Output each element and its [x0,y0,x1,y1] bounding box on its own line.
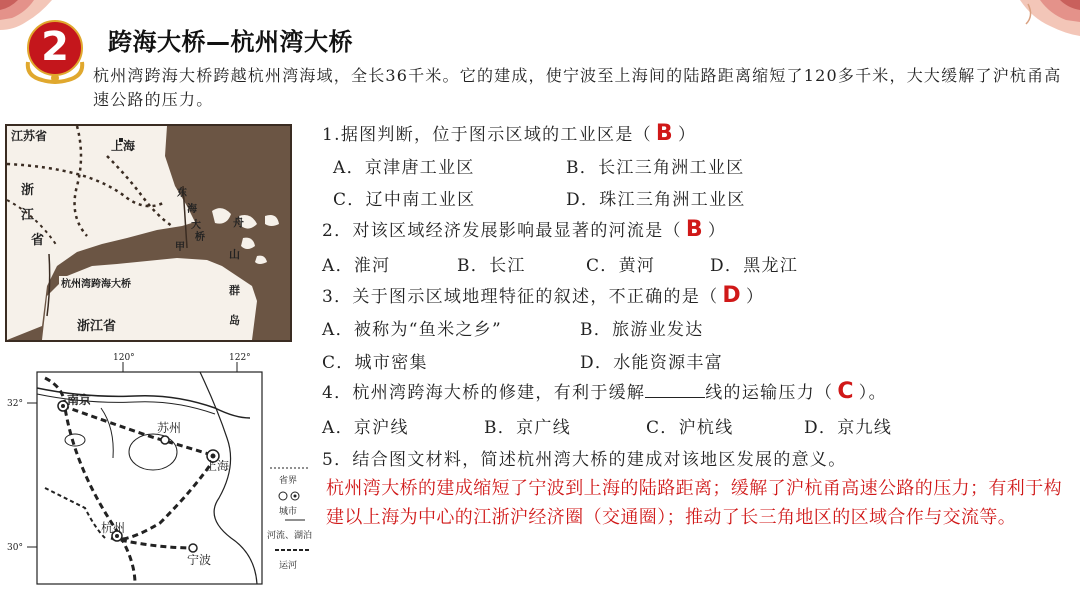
corner-flower-decoration-right [990,0,1080,60]
section-number: 2 [41,24,69,70]
legend-boundary: 省界 [279,476,298,486]
map-label-bridge: 杭州湾跨海大桥 [61,279,131,290]
q2-option-b: B．长江 [457,256,526,276]
map-label-qiao: 桥 [195,232,205,243]
q1-close: ） [678,125,697,145]
q3-option-a: A．被称为“鱼米之乡” [322,320,502,340]
map-label-sheng: 省 [31,233,45,248]
city-shanghai: 上海 [205,459,230,473]
q1-option-d: D．珠江三角洲工业区 [566,190,746,210]
q4-close: ）。 [858,383,887,403]
map-label-da: 大 [191,220,201,231]
map-label-zhe: 浙 [21,183,35,198]
yangtze-delta-transport-map [5,348,317,586]
q4-blank [645,382,705,398]
q2-answer: B [685,217,704,242]
q4-option-a: A．京沪线 [322,418,409,438]
map-label-jiang: 江 [21,208,35,223]
q2-close: ） [707,221,727,241]
hangzhou-bay-region-map [5,124,292,342]
q4-text: 4．杭州湾跨海大桥的修建，有利于缓解 [322,383,646,403]
q3-close: ） [745,287,765,307]
question-1 [322,120,696,146]
map-lat-30: 30° [7,543,23,553]
q2-text: 2．对该区域经济发展影响最显著的河流是（ [322,221,682,241]
q1-option-b: B．长江三角洲工业区 [566,158,745,178]
city-suzhou: 苏州 [157,421,182,435]
q4-answer: C [837,379,855,404]
map-lon-122: 122° [229,353,251,363]
q3-option-d: D．水能资源丰富 [580,353,724,373]
q5-answer: 杭州湾大桥的建成缩短了宁波到上海的陆路距离；缓解了沪杭甬高速公路的压力；有利于构建以上海为中心的江浙沪经济圈（交通圈）；推动了长三角地区的区域合作与交流等。 [326,478,1062,528]
page-title: 跨海大桥—杭州湾大桥 [108,28,353,56]
map-lat-32: 32° [7,399,23,409]
legend-city: 城市 [279,507,298,517]
q2-option-a: A．淮河 [322,256,391,276]
legend-river: 河流、湖泊 [267,531,313,541]
city-nanjing: 南京 [67,393,92,407]
map-label-jia: 甲 [175,242,185,253]
question-3 [322,282,764,308]
map-transport-svg [5,348,317,586]
map-label-zhou: 舟 [233,216,244,229]
question-5: 5．结合图文材料，简述杭州湾大桥的建成对该地区发展的意义。 [322,450,847,470]
map-label-shanghai: 上海 [111,139,136,153]
legend-canal: 运河 [279,561,298,571]
city-hangzhou: 杭州 [101,521,126,535]
intro-paragraph: 杭州湾跨海大桥跨越杭州湾海域，全长36千米。它的建成，使宁波至上海间的陆路距离缩短了120多千米，大大缓解了沪杭甬高速公路的压力。 [93,66,1062,109]
q1-text: 1.据图判断，位于图示区域的工业区是（ [322,125,652,145]
map-label-dao: 岛 [229,314,240,327]
q2-option-d: D．黑龙江 [710,256,799,276]
q3-option-c: C．城市密集 [322,353,428,373]
q3-answer: D [722,283,742,308]
q4-option-d: D．京九线 [804,418,893,438]
q4-text-mid: 线的运输压力（ [705,383,834,403]
map-label-shan: 山 [229,248,240,261]
map-lon-120: 120° [113,353,135,363]
q1-option-c: C．辽中南工业区 [333,190,476,210]
map-label-hai: 海 [187,204,197,215]
q2-option-c: C．黄河 [586,256,656,276]
map-label-zhejiang: 浙江省 [77,319,117,334]
map-region-svg [7,126,290,340]
q1-option-a: A．京津唐工业区 [333,158,475,178]
map-label-dong: 东 [177,188,187,199]
q4-option-b: B．京广线 [484,418,571,438]
map-label-qun: 群 [229,284,240,297]
question-2 [322,216,726,242]
q4-option-c: C．沪杭线 [646,418,734,438]
map-label-jiangsu: 江苏省 [11,129,48,143]
q3-text: 3．关于图示区域地理特征的叙述，不正确的是（ [322,287,719,307]
q1-answer: B [655,121,674,146]
q3-option-b: B．旅游业发达 [580,320,704,340]
question-4 [322,378,887,404]
city-ningbo: 宁波 [187,553,212,567]
